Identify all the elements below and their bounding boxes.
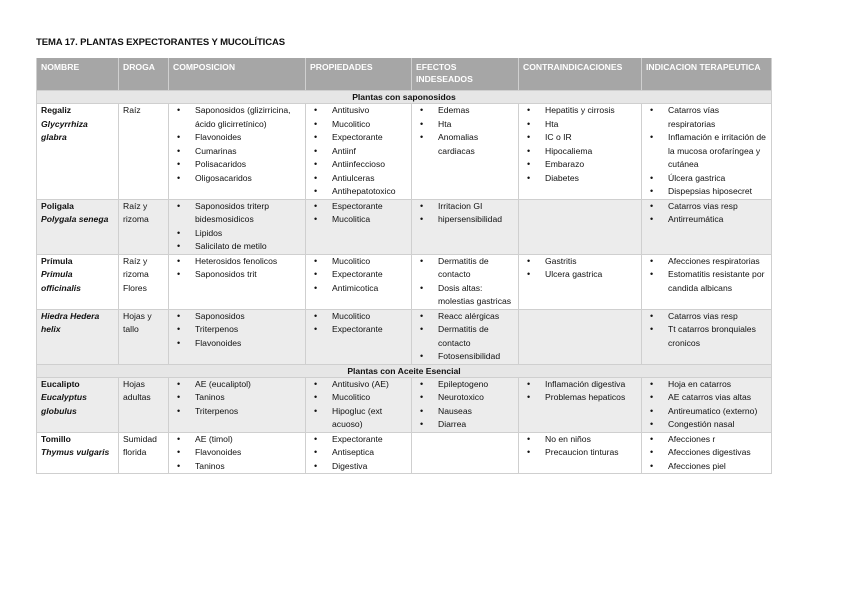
cell-efectos-list [416,104,514,158]
list-item: • Saponosidos triterp bidesmosidicos [173,200,301,227]
list-item: • Saponosidos (glizirricina, ácido glicirretínico) [173,104,301,131]
list-item: • AE (eucaliptol) [173,378,301,392]
cell-propiedades [306,254,412,309]
page-title: TEMA 17. PLANTAS EXPECTORANTES Y MUCOLÍTICAS [36,37,285,48]
cell-contraindicaciones-list [523,104,637,185]
header-indicacion: INDICACION TERAPEUTICA [642,58,772,91]
cell-composicion [169,254,306,309]
header-droga: DROGA [119,58,169,91]
cell-nombre [37,377,119,432]
list-item: • Catarros vías respiratorias [646,104,767,131]
cell-propiedades-list [310,433,407,474]
scientific-name: Hiedra Hedera helix [41,310,100,334]
list-item: • No en niños [523,433,637,447]
list-item: • Flavonoides [173,446,301,460]
list-item: • Salicilato de metilo [173,240,301,254]
cell-indicacion-list [646,310,767,351]
cell-propiedades-list [310,378,407,432]
header-propiedades: PROPIEDADES [306,58,412,91]
table-row [37,199,772,254]
cell-efectos [412,432,519,474]
cell-composicion [169,309,306,364]
cell-efectos-list [416,378,514,432]
list-item: • Saponosidos trit [173,268,301,282]
list-item: • Antihepatotoxico [310,185,407,199]
list-item: • Antirreumática [646,213,767,227]
list-item: • Expectorante [310,323,407,337]
list-item: • Precaucion tinturas [523,446,637,460]
cell-indicacion-list [646,104,767,199]
table-row [37,432,772,474]
cell-propiedades [306,377,412,432]
list-item: • Antiinf [310,145,407,159]
list-item: • Estomatitis resistante por candida albicans [646,268,767,295]
list-item: • Cumarinas [173,145,301,159]
cell-composicion-list [173,255,301,282]
list-item: • Afecciones piel [646,460,767,474]
cell-composicion-list [173,310,301,351]
header-row [37,58,772,91]
header-contraindicaciones: CONTRAINDICACIONES [519,58,642,91]
cell-contraindicaciones-list [523,433,637,460]
list-item: • Irritacion GI [416,200,514,214]
cell-efectos [412,377,519,432]
list-item: • AE catarros vias altas [646,391,767,405]
list-item: • Nauseas [416,405,514,419]
list-item: • Ulcera gastrica [523,268,637,282]
list-item: • Antitusivo (AE) [310,378,407,392]
list-item: • Antiulceras [310,172,407,186]
list-item: • Mucolitico [310,391,407,405]
list-item: • Gastritis [523,255,637,269]
list-item: • Reacc alérgicas [416,310,514,324]
plant-name: Prímula [41,255,73,266]
list-item: • Polisacaridos [173,158,301,172]
list-item: • Flavonoides [173,131,301,145]
list-item: • Catarros vias resp [646,310,767,324]
list-item: • Hepatitis y cirrosis [523,104,637,118]
cell-efectos [412,199,519,254]
cell-indicacion [642,432,772,474]
list-item: • Triterpenos [173,405,301,419]
list-item: • IC o IR [523,131,637,145]
list-item: • Tt catarros bronquiales cronicos [646,323,767,350]
list-item: • Expectorante [310,433,407,447]
list-item: • Inflamación digestiva [523,378,637,392]
scientific-name: Glycyrrhiza glabra [41,118,88,142]
list-item: • Antiinfeccioso [310,158,407,172]
list-item: • Lipidos [173,227,301,241]
cell-efectos-list [416,255,514,309]
cell-nombre [37,309,119,364]
cell-contraindicaciones [519,199,642,254]
list-item: • Úlcera gastrica [646,172,767,186]
list-item: • Dosis altas: molestias gastricas [416,282,514,309]
cell-indicacion-list [646,255,767,296]
cell-indicacion [642,377,772,432]
cell-composicion-list [173,200,301,254]
list-item: • Afecciones r [646,433,767,447]
list-item: • AE (timol) [173,433,301,447]
cell-propiedades-list [310,200,407,227]
section-label: Plantas con Aceite Esencial [37,364,772,377]
cell-nombre [37,199,119,254]
table-body [37,91,772,474]
list-item: • Mucolitico [310,118,407,132]
list-item: • Expectorante [310,268,407,282]
list-item: • Taninos [173,391,301,405]
list-item: • Hta [523,118,637,132]
list-item: • Mucolitica [310,213,407,227]
cell-droga: Raíz y rizoma Flores [119,254,169,309]
cell-composicion [169,377,306,432]
cell-indicacion-list [646,200,767,227]
cell-propiedades [306,199,412,254]
list-item: • Epileptogeno [416,378,514,392]
cell-contraindicaciones [519,377,642,432]
cell-contraindicaciones [519,104,642,200]
plants-table [36,58,772,474]
cell-contraindicaciones [519,309,642,364]
cell-droga: Raíz y rizoma [119,199,169,254]
cell-composicion [169,199,306,254]
list-item: • Expectorante [310,131,407,145]
list-item: • hipersensibilidad [416,213,514,227]
cell-propiedades [306,309,412,364]
section-row [37,364,772,377]
plant-name: Poligala [41,200,74,211]
cell-composicion-list [173,104,301,185]
cell-propiedades [306,432,412,474]
list-item: • Anomalias cardiacas [416,131,514,158]
list-item: • Triterpenos [173,323,301,337]
header-composicion: COMPOSICION [169,58,306,91]
list-item: • Congestión nasal [646,418,767,432]
header-efectos: EFECTOS INDESEADOS [412,58,519,91]
list-item: • Saponosidos [173,310,301,324]
table-row [37,254,772,309]
cell-nombre [37,432,119,474]
list-item: • Taninos [173,460,301,474]
list-item: • Mucolitico [310,255,407,269]
cell-droga: Hojas y tallo [119,309,169,364]
list-item: • Hipocaliema [523,145,637,159]
cell-nombre [37,254,119,309]
cell-indicacion [642,104,772,200]
cell-propiedades [306,104,412,200]
list-item: • Neurotoxico [416,391,514,405]
list-item: • Problemas hepaticos [523,391,637,405]
table-row [37,377,772,432]
list-item: • Catarros vias resp [646,200,767,214]
table-row [37,309,772,364]
section-row [37,91,772,104]
list-item: • Espectorante [310,200,407,214]
list-item: • Inflamación e irritación de la mucosa orofaríngea y cutánea [646,131,767,172]
cell-propiedades-list [310,310,407,337]
list-item: • Hta [416,118,514,132]
list-item: • Diarrea [416,418,514,432]
cell-efectos-list [416,200,514,227]
scientific-name: Polygala senega [41,214,109,224]
list-item: • Dispepsias hiposecret [646,185,767,199]
cell-composicion [169,432,306,474]
list-item: • Dermatitis de contacto [416,255,514,282]
list-item: • Antitusivo [310,104,407,118]
cell-efectos [412,309,519,364]
cell-composicion [169,104,306,200]
cell-indicacion-list [646,433,767,474]
list-item: • Flavonoides [173,337,301,351]
list-item: • Edemas [416,104,514,118]
cell-efectos [412,104,519,200]
list-item: • Afecciones digestivas [646,446,767,460]
cell-droga: Sumidad florida [119,432,169,474]
cell-indicacion [642,309,772,364]
list-item: • Oligosacaridos [173,172,301,186]
cell-droga: Raíz [119,104,169,200]
list-item: • Mucolitico [310,310,407,324]
list-item: • Embarazo [523,158,637,172]
list-item: • Hipogluc (ext acuoso) [310,405,407,432]
cell-efectos-list [416,310,514,364]
cell-contraindicaciones-list [523,378,637,405]
cell-composicion-list [173,433,301,474]
cell-contraindicaciones [519,254,642,309]
list-item: • Digestiva [310,460,407,474]
cell-propiedades-list [310,255,407,296]
list-item: • Heterosidos fenolicos [173,255,301,269]
scientific-name: Thymus vulgaris [41,447,110,457]
section-label: Plantas con saponosidos [37,91,772,104]
list-item: • Antiseptica [310,446,407,460]
header-nombre: NOMBRE [37,58,119,91]
plant-name: Regaliz [41,105,72,115]
list-item: • Hoja en catarros [646,378,767,392]
cell-nombre [37,104,119,200]
list-item: • Dermatitis de contacto [416,323,514,350]
list-item: • Antimicotica [310,282,407,296]
cell-propiedades-list [310,104,407,199]
list-item: • Afecciones respiratorias [646,255,767,269]
cell-efectos [412,254,519,309]
cell-indicacion [642,199,772,254]
list-item: • Antireumatico (externo) [646,405,767,419]
cell-contraindicaciones [519,432,642,474]
cell-composicion-list [173,378,301,419]
plant-name: Tomillo [41,433,71,444]
cell-indicacion-list [646,378,767,432]
list-item: • Fotosensibilidad [416,350,514,364]
list-item: • Diabetes [523,172,637,186]
table-row [37,104,772,200]
cell-indicacion [642,254,772,309]
cell-contraindicaciones-list [523,255,637,282]
scientific-name: Eucalyptus globulus [41,392,87,416]
scientific-name: Primula officinalis [41,269,81,293]
cell-droga: Hojas adultas [119,377,169,432]
plant-name: Eucalipto [41,378,80,389]
